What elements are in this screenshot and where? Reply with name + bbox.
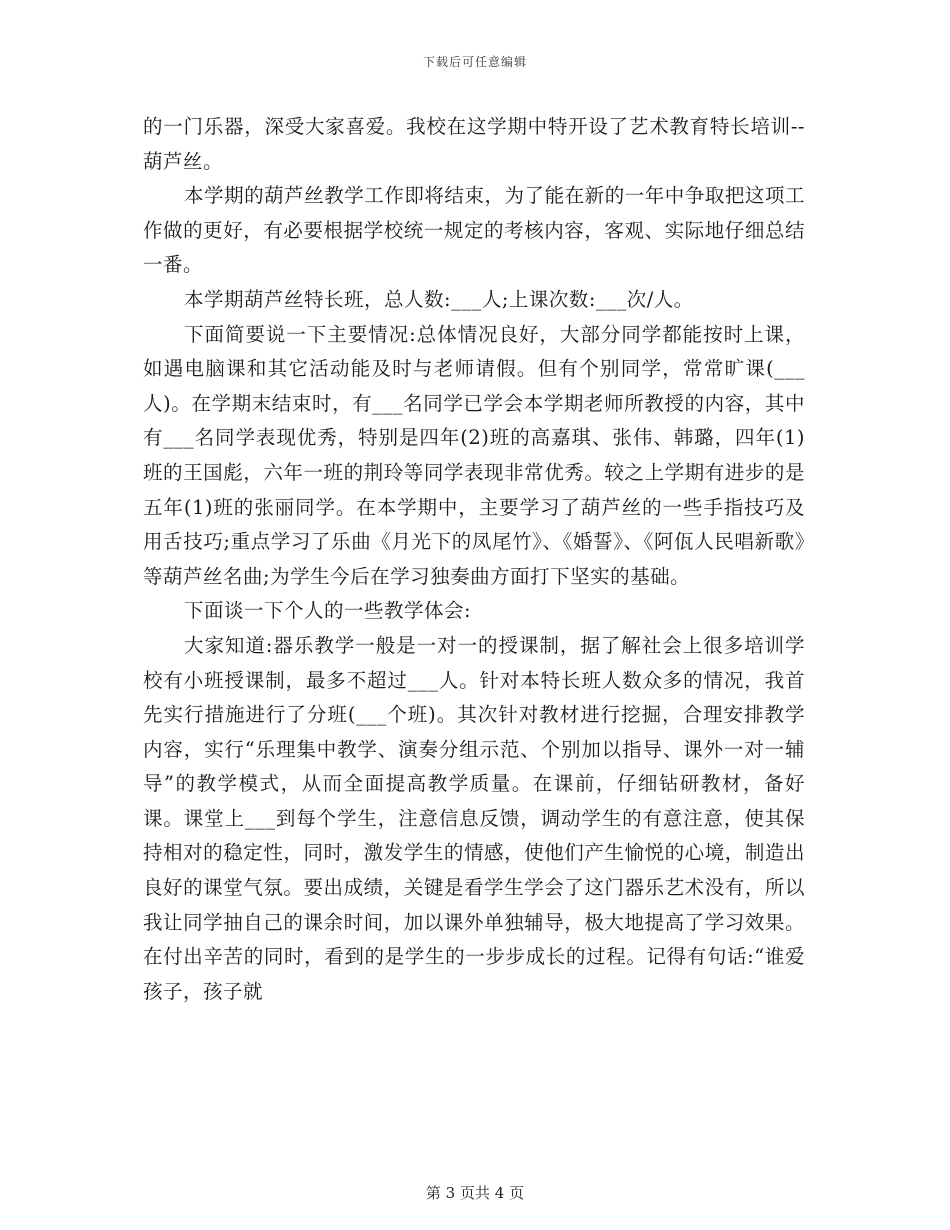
paragraph-class-stats: 本学期葫芦丝特长班，总人数:___人;上课次数:___次/人。 [184, 287, 694, 311]
page-number: 第 3 页共 4 页 [425, 1184, 525, 1202]
paragraph-main-situation: 下面简要说一下主要情况:总体情况良好，大部分同学都能按时上课，如遇电脑课和其它活动能及时与老师请假。但有个别同学，常常旷课(___人)。在学期末结束时，有___名同学已学会本学期老师所教授的内容，其中有___名同学表现优秀，特别是四年(2)班的高嘉琪、张伟、韩璐，四年(1)班的王国彪，六年一班的荆玲等同学表现非常优秀。较之上学期有进步的是五年(1)班的张丽同学。在本学期中，主要学习了葫芦丝的一些手指技巧及用舌技巧;重点学习了乐曲《月光下的凤尾竹》、《婚誓》、《阿佤人民唱新歌》等葫芦丝名曲;为学生今后在学习独奏曲方面打下坚实的基础。 [143, 322, 805, 588]
document-body [143, 110, 805, 1009]
paragraph-experience-heading: 下面谈一下个人的一些教学体会: [184, 599, 472, 623]
paragraph-intro: 本学期的葫芦丝教学工作即将结束，为了能在新的一年中争取把这项工作做的更好，有必要根据学校统一规定的考核内容，客观、实际地仔细总结一番。 [143, 184, 805, 277]
paragraph-continuation: 的一门乐器，深受大家喜爱。我校在这学期中特开设了艺术教育特长培训--葫芦丝。 [143, 115, 805, 173]
page-header: 下载后可任意编辑 [422, 55, 527, 69]
paragraph-teaching-experience: 大家知道:器乐教学一般是一对一的授课制，据了解社会上很多培训学校有小班授课制，最多不超过___人。针对本特长班人数众多的情况，我首先实行措施进行了分班(___个班)。其次针对教材进行挖掘，合理安排教学内容，实行“乐理集中教学、演奏分组示范、个别加以指导、课外一对一辅导”的教学模式，从而全面提高教学质量。在课前，仔细钻研教材，备好课。课堂上___到每个学生，注意信息反馈，调动学生的有意注意，使其保持相对的稳定性，同时，激发学生的情感，使他们产生愉悦的心境，制造出良好的课堂气氛。要出成绩，关键是看学生学会了这门器乐艺术没有，所以我让同学抽自己的课余时间，加以课外单独辅导，极大地提高了学习效果。在付出辛苦的同时，看到的是学生的一步步成长的过程。记得有句话:“谁爱孩子，孩子就 [143, 633, 805, 1003]
